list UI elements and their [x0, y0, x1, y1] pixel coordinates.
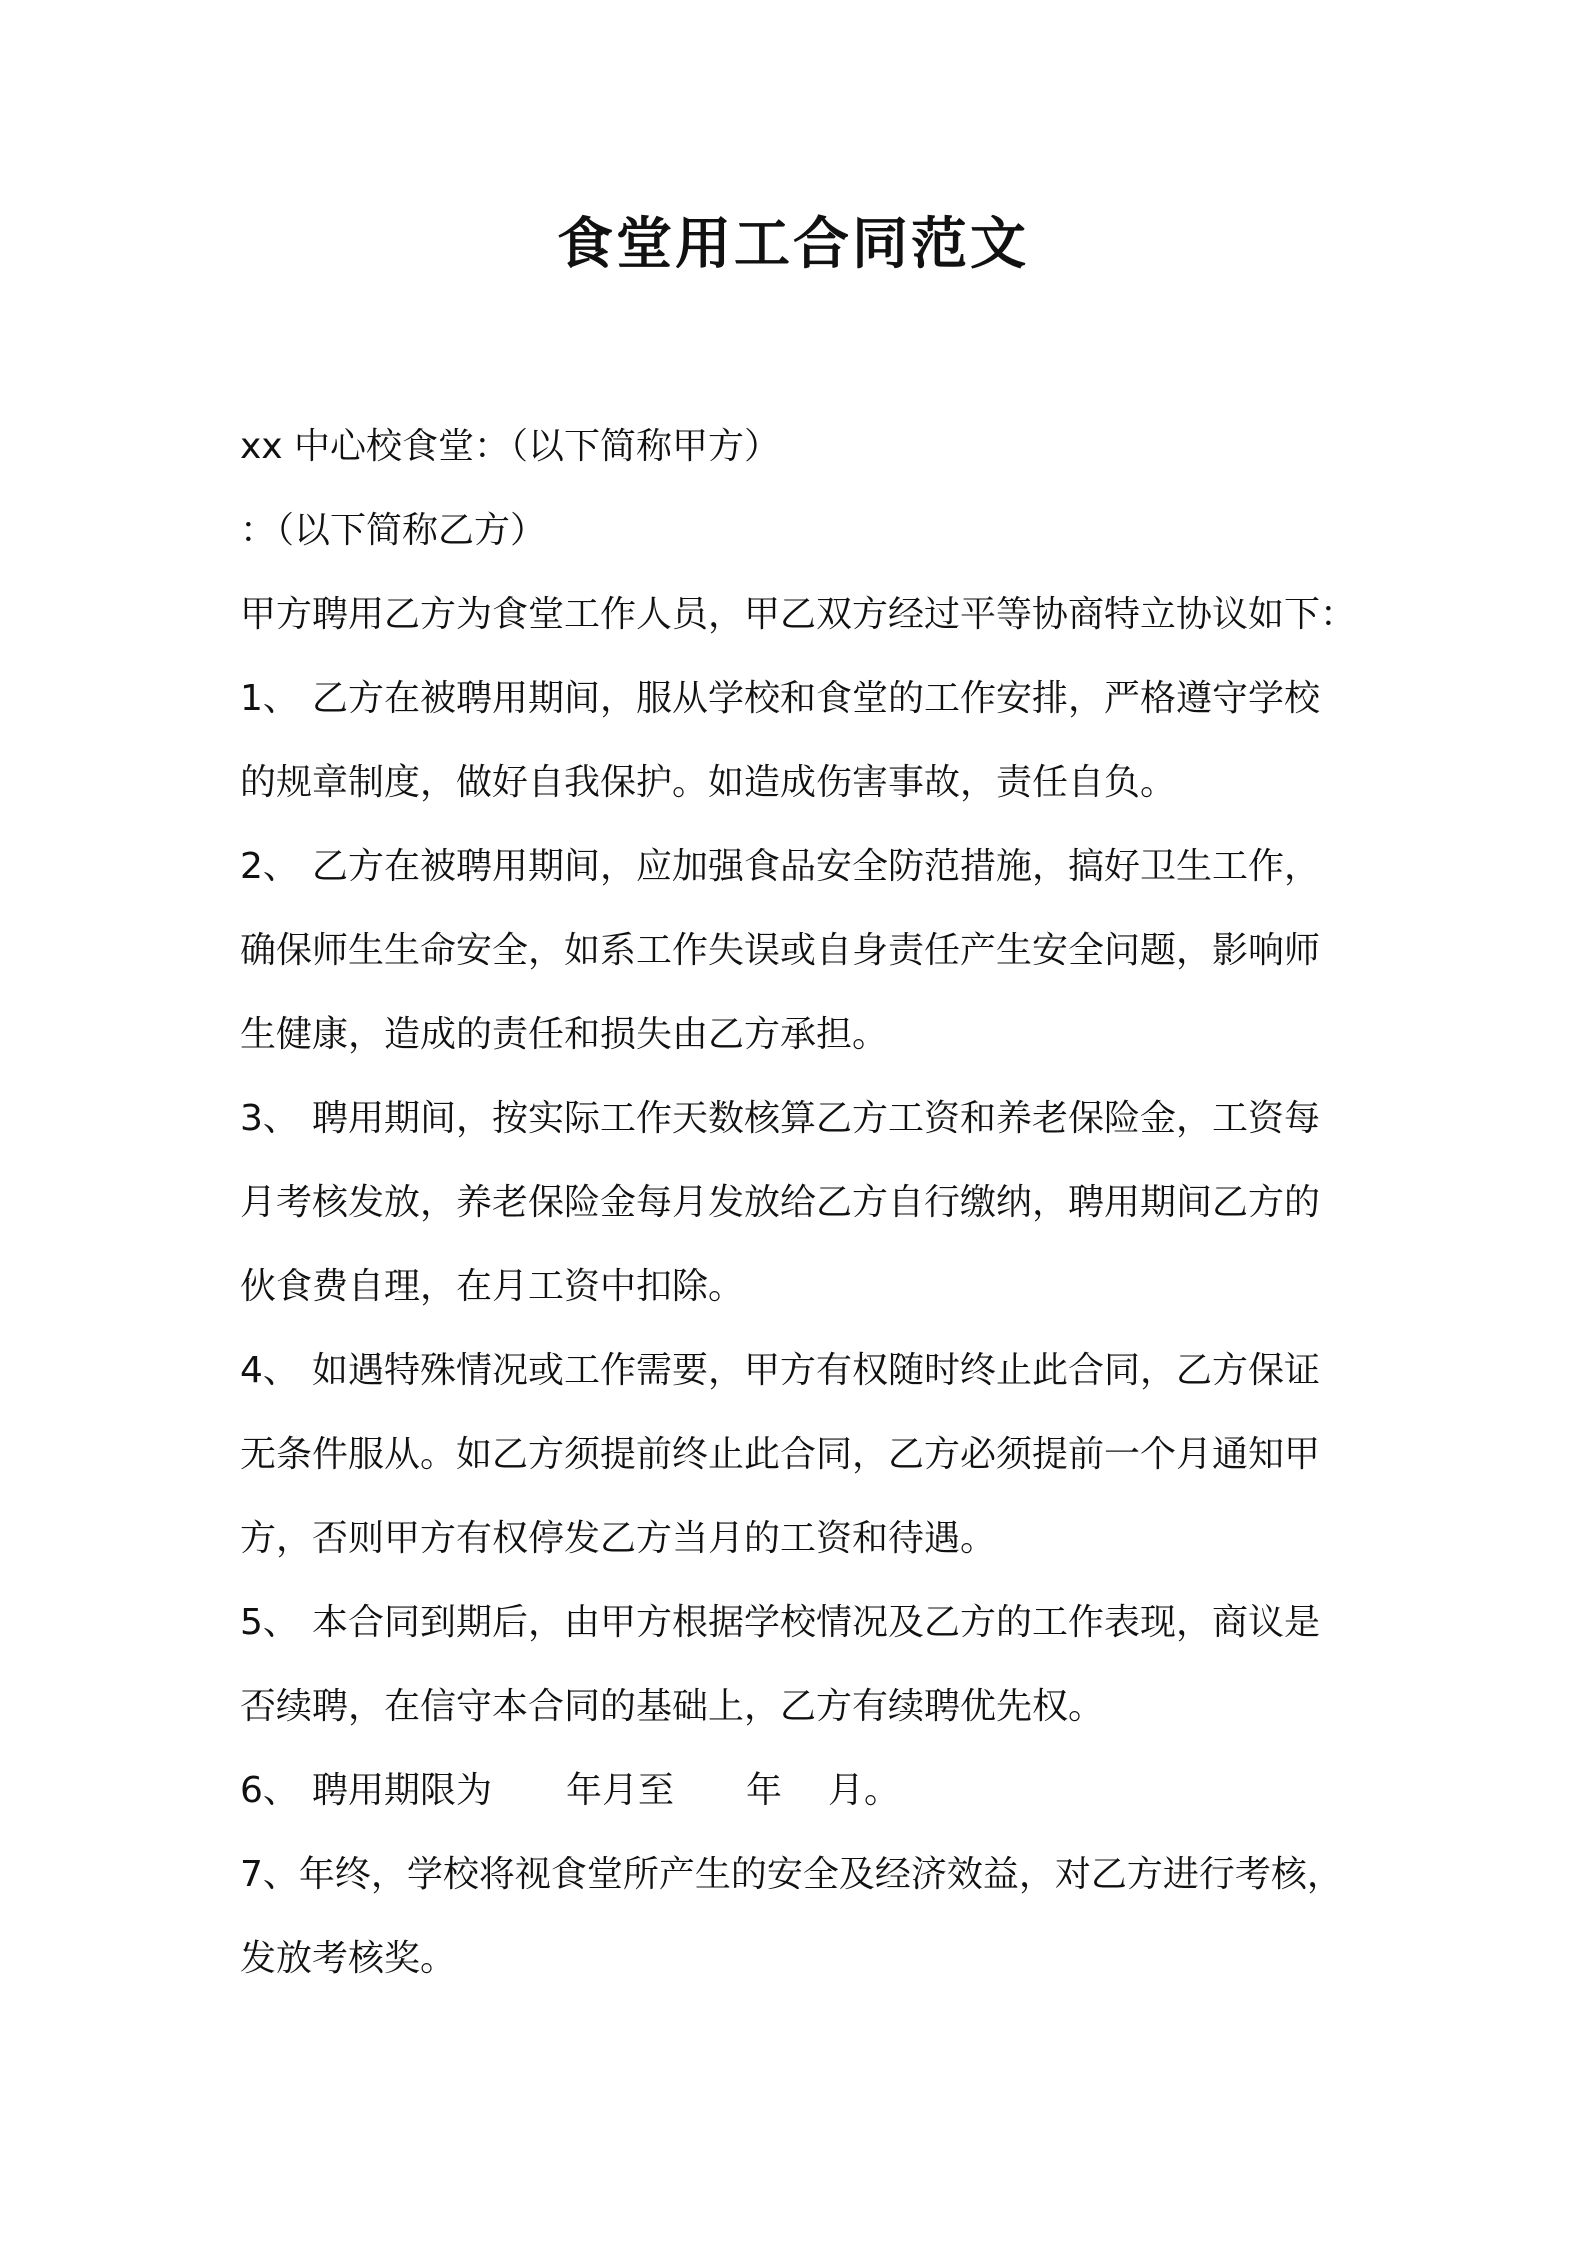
clause-4-line-3: 方，否则甲方有权停发乙方当月的工资和待遇。 — [240, 1518, 997, 1559]
clause-5-line-1 — [240, 1581, 1370, 1665]
clause-3-line-3: 伙食费自理，在月工资中扣除。 — [240, 1266, 745, 1307]
clause-2-line-3: 生健康，造成的责任和损失由乙方承担。 — [240, 1014, 889, 1055]
clause-6-start-label: 年月至 — [566, 1770, 675, 1811]
clause-4-line-2: 无条件服从。如乙方须提前终止此合同，乙方必须提前一个月通知甲 — [240, 1434, 1321, 1475]
clause-5-text: 本合同到期后，由甲方根据学校情况及乙方的工作表现，商议是 — [312, 1602, 1321, 1643]
clause-2-number: 2、 — [240, 846, 299, 887]
clause-3-text: 聘用期间，按实际工作天数核算乙方工资和养老保险金，工资每 — [312, 1098, 1321, 1139]
clause-7-line-2: 发放考核奖。 — [240, 1938, 457, 1979]
clause-2-text: 乙方在被聘用期间，应加强食品安全防范措施，搞好卫生工作， — [312, 846, 1321, 887]
clause-5-line-2: 否续聘，在信守本合同的基础上，乙方有续聘优先权。 — [240, 1686, 1105, 1727]
clause-6-term-label: 聘用期限为 — [312, 1770, 493, 1811]
clause-6-year-label: 年 — [746, 1770, 783, 1811]
clause-3-number: 3、 — [240, 1098, 299, 1139]
clause-1-line-2: 的规章制度，做好自我保护。如造成伤害事故，责任自负。 — [240, 762, 1177, 803]
clause-6-number: 6、 — [240, 1770, 299, 1811]
document-title: 食堂用工合同范文 — [557, 212, 1029, 277]
party-b-line: ：（以下简称乙方） — [240, 510, 547, 551]
clause-4-number: 4、 — [240, 1350, 299, 1391]
clause-6-month-label: 月。 — [828, 1770, 901, 1811]
intro-line: 甲方聘用乙方为食堂工作人员，甲乙双方经过平等协商特立协议如下： — [240, 594, 1357, 635]
party-a-line: xx 中心校食堂：（以下简称甲方） — [240, 426, 781, 467]
clause-1-number: 1、 — [240, 678, 299, 719]
clause-6-line — [240, 1749, 1370, 1833]
clause-5-number: 5、 — [240, 1602, 299, 1643]
clause-2-line-2: 确保师生生命安全，如系工作失误或自身责任产生安全问题，影响师 — [240, 930, 1321, 971]
clause-1-text: 乙方在被聘用期间，服从学校和食堂的工作安排，严格遵守学校 — [312, 678, 1321, 719]
clause-2-line-1 — [240, 825, 1370, 909]
clause-4-text: 如遇特殊情况或工作需要，甲方有权随时终止此合同，乙方保证 — [312, 1350, 1321, 1391]
clause-3-line-1 — [240, 1077, 1370, 1161]
clause-4-line-1 — [240, 1329, 1370, 1413]
document-body — [240, 405, 1370, 2001]
clause-7-line-1: 7、年终，学校将视食堂所产生的安全及经济效益，对乙方进行考核， — [240, 1854, 1343, 1895]
clause-1-line-1 — [240, 657, 1370, 741]
clause-3-line-2: 月考核发放，养老保险金每月发放给乙方自行缴纳，聘用期间乙方的 — [240, 1182, 1321, 1223]
